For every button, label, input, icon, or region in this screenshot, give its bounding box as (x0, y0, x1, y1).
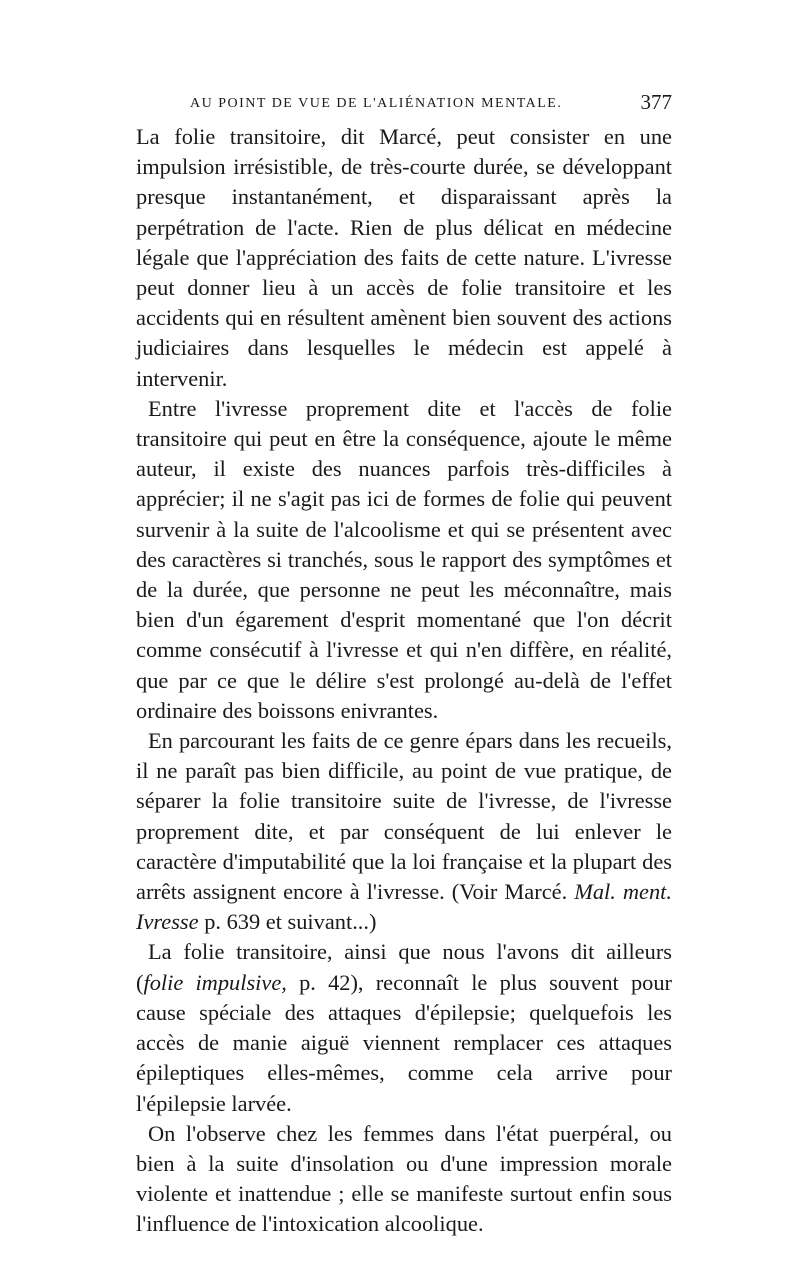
book-page (136, 90, 672, 1240)
paragraph-3-text-after: p. 639 et suivant...) (198, 909, 377, 935)
paragraph-3-text-before: En parcourant les faits de ce genre épars dans les recueils, il ne paraît pas bien difficile, au point de vue pratique, de séparer la folie transitoire suite de l'ivresse, de l'ivresse proprement dite, et par conséquent de lui enlever le caractère d'imputabilité que la loi française et la plupart des arrêts assignent encore à l'ivresse. (Voir Marcé. (136, 728, 672, 905)
paragraph-4-text-after: p. 42), reconnaît le plus souvent pour cause spéciale des attaques d'épilepsie; quelquefois les accès de manie aiguë viennent remplacer ces attaques épileptiques elles-mêmes, comme cela arrive pour l'épilepsie larvée. (136, 969, 672, 1116)
paragraph-1: La folie transitoire, dit Marcé, peut consister en une impulsion irrésistible, de très-courte durée, se développant presque instantanément, et disparaissant après la perpétration de l'acte. Rien de plus délicat en médecine légale que l'appréciation des faits de cette nature. L'ivresse peut donner lieu à un accès de folie transitoire et les accidents qui en résultent amènent bien souvent des actions judiciaires dans lesquelles le médecin est appelé à intervenir. (136, 124, 672, 391)
paragraph-4-italic-reference: folie impulsive, (143, 969, 287, 995)
paragraph-5: On l'observe chez les femmes dans l'état puerpéral, ou bien à la suite d'insolation ou d'une impression morale violente et inattendue ; elle se manifeste surtout enfin sous l'influence de l'intoxication alcoolique. (136, 1120, 672, 1237)
paragraph-2: Entre l'ivresse proprement dite et l'accès de folie transitoire qui peut en être la conséquence, ajoute le même auteur, il existe des nuances parfois très-difficiles à apprécier; il ne s'agit pas ici de formes de folie qui peuvent survenir à la suite de l'alcoolisme et qui se présentent avec des caractères si tranchés, sous le rapport des symptômes et de la durée, que personne ne peut les méconnaître, mais bien d'un égarement d'esprit momentané que l'on décrit comme consécutif à l'ivresse et qui n'en diffère, en réalité, que par ce que le délire s'est prolongé au-delà de l'effet ordinaire des boissons enivrantes. (136, 395, 672, 723)
paragraph-3-italic-reference: Mal. ment. Ivresse (136, 879, 672, 935)
running-title: AU POINT DE VUE DE L'ALIÉNATION MENTALE. (190, 96, 563, 111)
body-text (136, 122, 672, 1240)
paragraph-3 (136, 726, 672, 937)
paragraph-4 (136, 937, 672, 1118)
paragraph-4-text-before: La folie transitoire, ainsi que nous l'avons dit ailleurs ( (136, 939, 672, 995)
page-number: 377 (640, 90, 672, 114)
running-header (136, 90, 672, 122)
